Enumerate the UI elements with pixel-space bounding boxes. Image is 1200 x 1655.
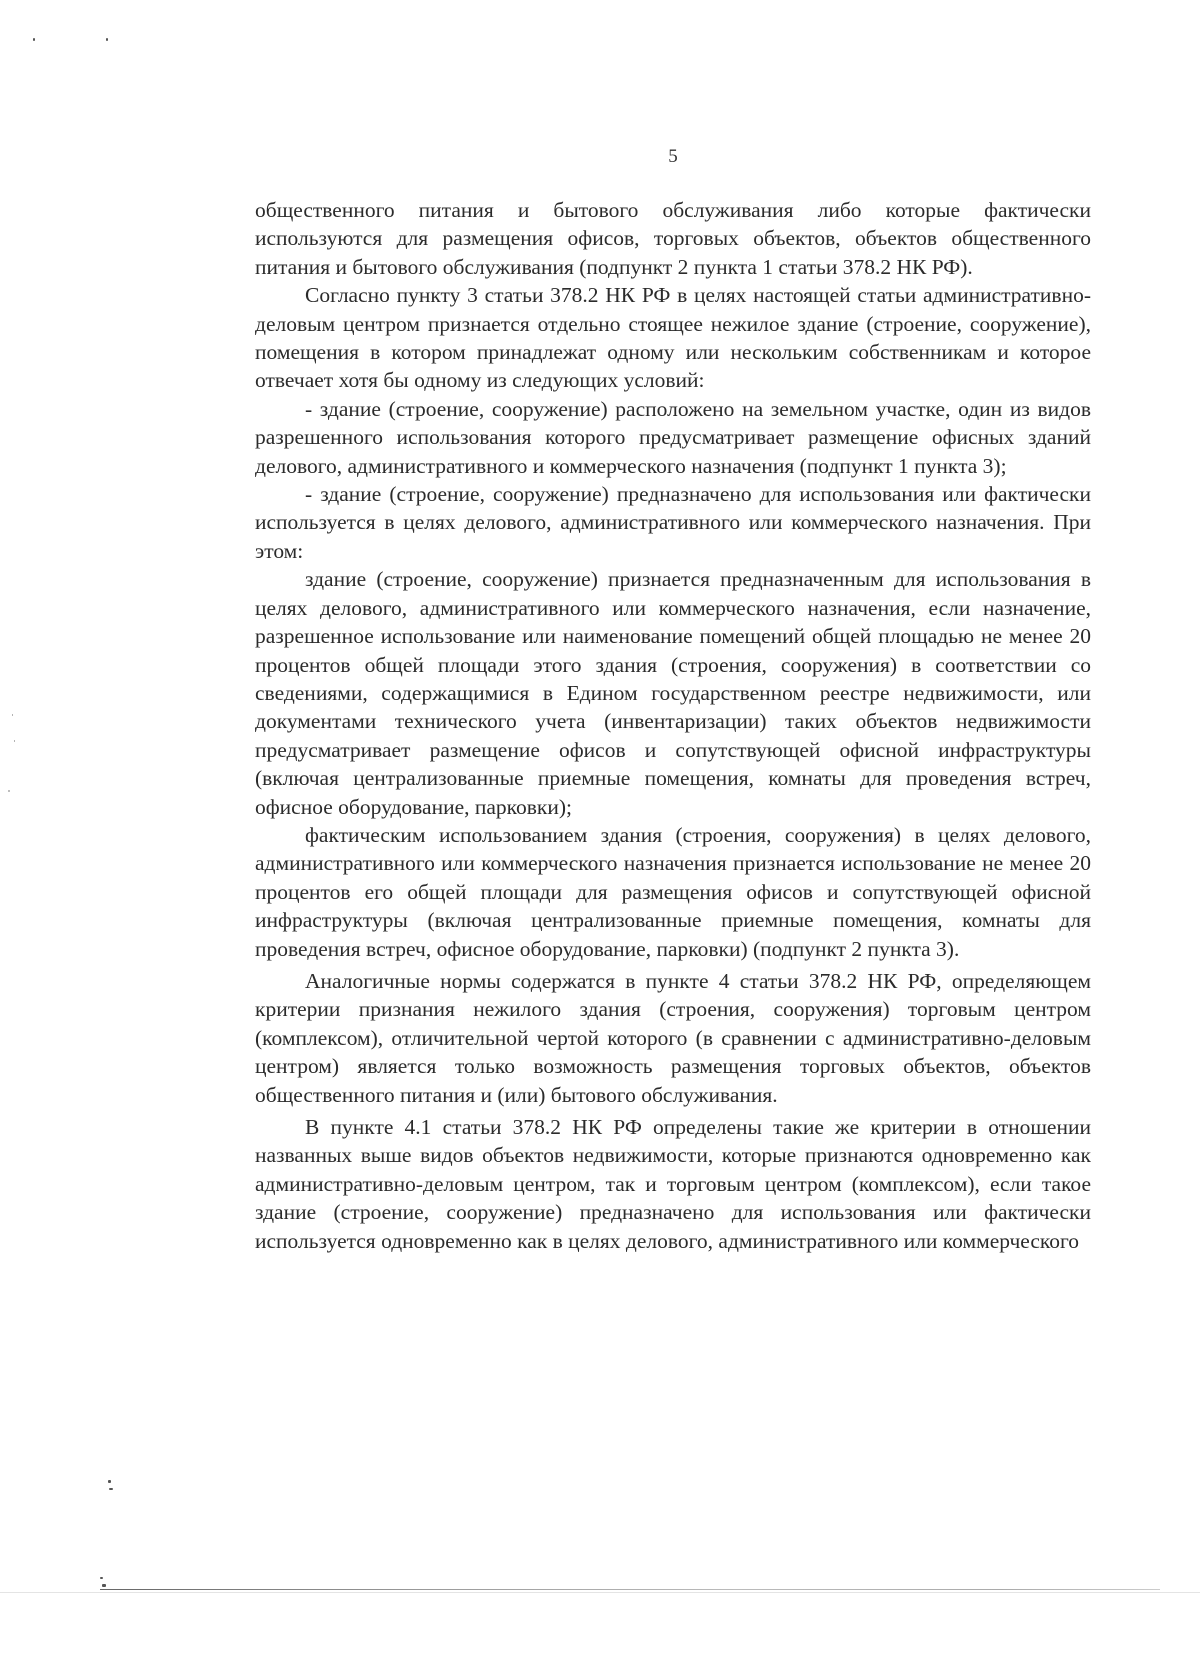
scan-edge-line: [0, 1592, 1200, 1593]
scan-speck: [106, 38, 108, 41]
paragraph: - здание (строение, сооружение) предназначено для использования или фактически используется в целях делового, административного или коммерческого назначения. При этом:: [255, 482, 1091, 563]
scan-speck: [109, 1488, 113, 1490]
paragraph: Согласно пункту 3 статьи 378.2 НК РФ в целях настоящей статьи административно-деловым центром признается отдельно стоящее нежилое здание (строение, сооружение), помещения в котором принадлежат одному или нескольким собственникам и которое отвечает хотя бы одному из следующих условий:: [255, 283, 1091, 393]
scan-edge-line: [100, 1589, 1160, 1590]
scan-speck: [108, 1480, 111, 1483]
scan-speck: [33, 38, 35, 41]
paragraph: В пункте 4.1 статьи 378.2 НК РФ определены такие же критерии в отношении названных выше видов объектов недвижимости, которые признаются одновременно как административно-деловым центром, так и торговым центром (комплексом), если такое здание (строение, сооружение) предназначено для использования или фактически используется одновременно как в целях делового, административного или коммерческого: [255, 1115, 1091, 1253]
scan-speck: [12, 714, 13, 716]
paragraph: общественного питания и бытового обслуживания либо которые фактически используются для размещения офисов, торговых объектов, объектов общественного питания и бытового обслуживания (подпункт 2 пункта 1 статьи 378.2 НК РФ).: [255, 198, 1091, 279]
page-number: 5: [668, 146, 678, 167]
scan-speck: [100, 1577, 103, 1579]
paragraph: - здание (строение, сооружение) расположено на земельном участке, один из видов разрешенного использования которого предусматривает размещение офисных зданий делового, административного и коммерческого назначения (подпункт 1 пункта 3);: [255, 396, 1091, 478]
paragraph: Аналогичные нормы содержатся в пункте 4 статьи 378.2 НК РФ, определяющем критерии признания нежилого здания (строения, сооружения) торговым центром (комплексом), отличительной чертой которого (в сравнении с административно-деловым центром) является только возможность размещения торговых объектов, объектов общественного питания и (или) бытового обслуживания.: [255, 968, 1091, 1107]
paragraph: фактическим использованием здания (строения, сооружения) в целях делового, административного или коммерческого назначения признается использование не менее 20 процентов его общей площади для размещения офисов и сопутствующей офисной инфраструктуры (включая централизованные приемные помещения, комнаты для проведения встреч, офисное оборудование, парковки) (подпункт 2 пункта 3).: [255, 822, 1091, 961]
scan-speck: [102, 1584, 106, 1587]
scan-speck: [8, 790, 10, 792]
document-body: [255, 196, 1091, 1255]
paragraph: здание (строение, сооружение) признается предназначенным для использования в целях делового, административного или коммерческого назначения, если назначение, разрешенное использование или наименование помещений общей площадью не менее 20 процентов общей площади этого здания (строения, сооружения) в соответствии со сведениями, содержащимися в Едином государственном реестре недвижимости, или документами технического учета (инвентаризации) таких объектов недвижимости предусматривает размещение офисов и сопутствующей офисной инфраструктуры (включая централизованные приемные помещения, комнаты для проведения встреч, офисное оборудование, парковки);: [255, 567, 1091, 819]
scan-speck: [14, 740, 15, 742]
